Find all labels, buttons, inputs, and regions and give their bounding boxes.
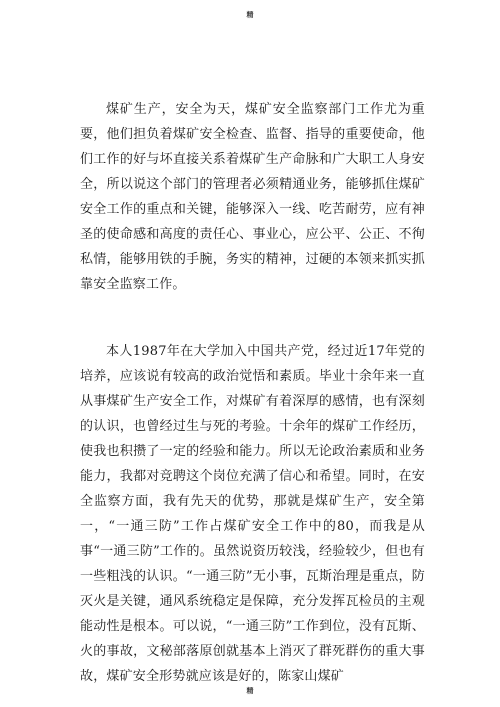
page-header-mark: 精 — [246, 11, 254, 19]
paragraph-1: 煤矿生产，安全为天，煤矿安全监察部门工作尤为重要，他们担负着煤矿安全检查、监督、指导的重要使命，他们工作的好与坏直接关系着煤矿生产命脉和广大职工人身安全，所以说这个部门的管理者必须精通业务，能够抓住煤矿安全工作的重点和关键，能够深入一线、吃苦耐劳，应有神圣的使命感和高度的责任心、事业心，应公平、公正、不徇私情，能够用铁的手腕，务实的精神，过硬的本领来抓实抓靠安全监察工作。 — [80, 102, 425, 292]
paragraph-2: 本人1987年在大学加入中国共产党，经过近17年党的培养，应该说有较高的政治觉悟和素质。毕业十余年来一直从事煤矿生产安全工作，对煤矿有着深厚的感情，也有深刻的认识，也曾经过生与死的考验。十余年的煤矿工作经历，使我也积攒了一定的经验和能力。所以无论政治素质和业务能力，我都对竞聘这个岗位充满了信心和希望。同时，在安全监察方面，我有先天的优势，那就是煤矿生产，安全第一，“一通三防”工作占煤矿安全工作中的80，而我是从事“一通三防”工作的。虽然说资历较浅，经验较少，但也有一些粗浅的认识。“一通三防”无小事，瓦斯治理是重点，防灭火是关键，通风系统稳定是保障，充分发挥瓦检员的主观能动性是根本。可以说，“一通三防”工作到位，没有瓦斯、火的事故，文秘部落原创就基本上消灭了群死群伤的重大事故，煤矿安全形势就应该是好的，陈家山煤矿 — [80, 344, 425, 684]
page-footer-mark: 精 — [246, 687, 254, 695]
